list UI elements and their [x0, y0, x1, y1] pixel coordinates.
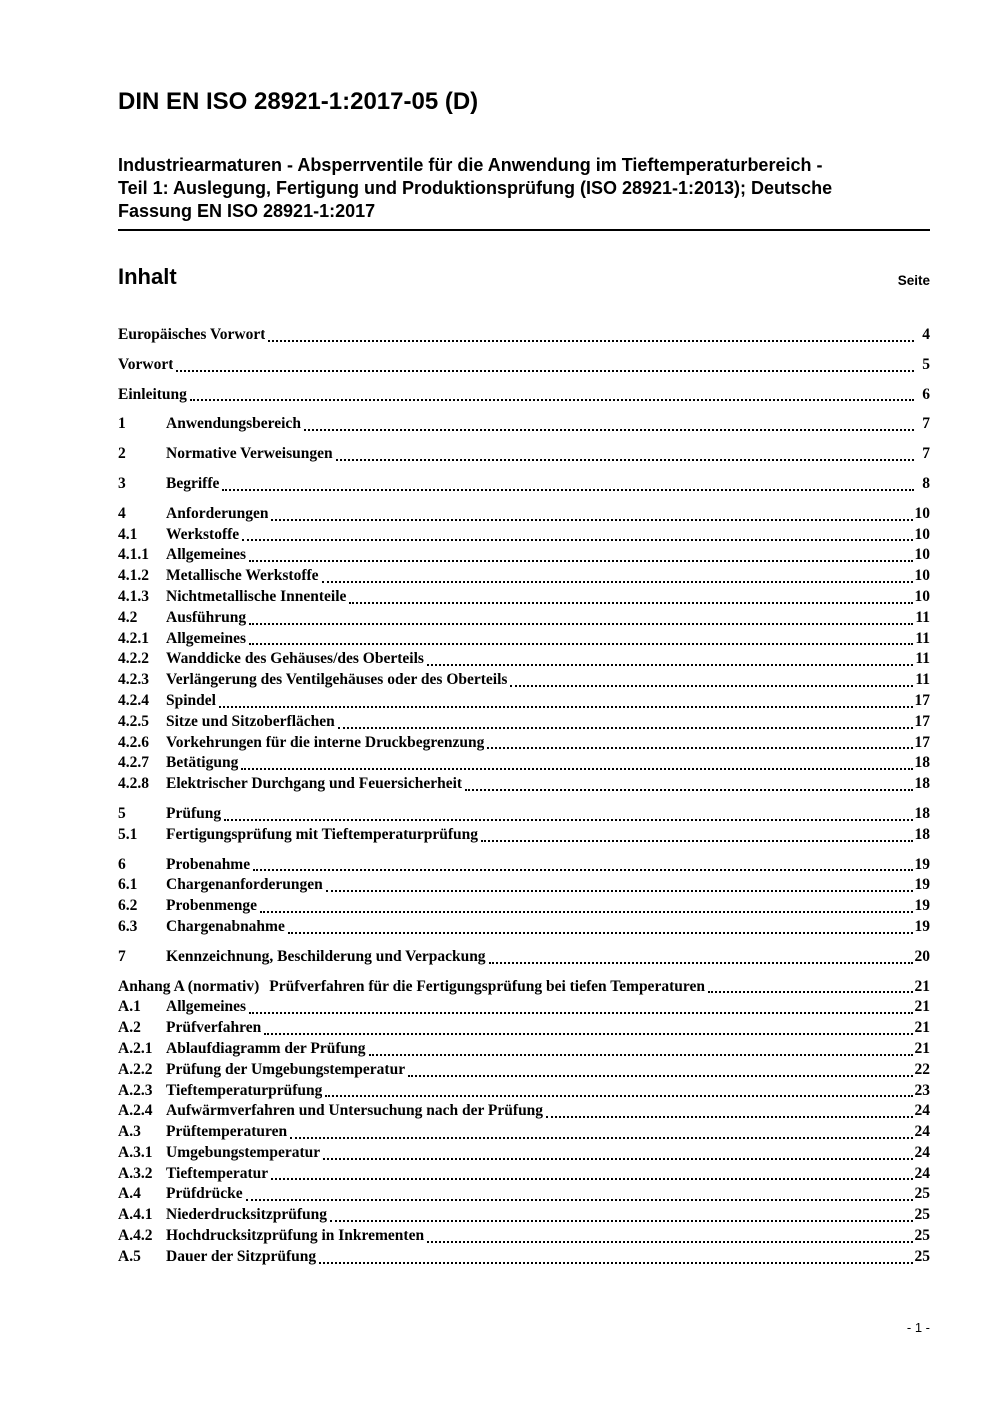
toc-entry-number: A.4 [118, 1185, 141, 1203]
toc-dot-leader [260, 911, 913, 913]
toc-entry-page: 6 [922, 385, 930, 403]
toc-entry-page: 25 [914, 1247, 930, 1265]
toc-entry-title: Ausführung [166, 608, 247, 626]
toc-entry-title: Fertigungsprüfung mit Tieftemperaturprüfung [166, 825, 479, 843]
toc-dot-leader [222, 489, 914, 491]
toc-group [118, 855, 930, 938]
toc-entry-title: Hochdrucksitzprüfung in Inkrementen [166, 1227, 425, 1245]
toc-entry-title: Vorwort [118, 355, 174, 373]
toc-group [118, 385, 930, 406]
toc-heading: Inhalt [118, 264, 177, 289]
toc-entry-title: Allgemeines [166, 546, 247, 564]
toc-entry [118, 649, 930, 670]
toc-entry [118, 1226, 930, 1247]
toc-entry-number: 4.1.1 [118, 546, 149, 564]
toc-entry-number: 4.1 [118, 525, 138, 543]
toc-entry-page: 18 [914, 775, 930, 793]
toc-entry-page: 7 [922, 445, 930, 463]
toc-entry-title: Betätigung [166, 754, 239, 772]
toc-entry-page: 25 [914, 1206, 930, 1224]
toc-dot-leader [427, 1241, 912, 1243]
toc-dot-leader [224, 819, 912, 821]
toc-entry-title: Niederdrucksitzprüfung [166, 1206, 328, 1224]
toc-entry [118, 629, 930, 650]
toc-entry-number: 4.2.2 [118, 650, 149, 668]
toc-entry-page: 18 [914, 754, 930, 772]
toc-entry-page: 24 [914, 1123, 930, 1141]
toc-entry-title: Chargenanforderungen [166, 876, 323, 894]
toc-entry-number: A.2.3 [118, 1081, 153, 1099]
toc-dot-leader [304, 429, 914, 431]
toc-dot-leader [546, 1116, 912, 1118]
toc-entry-number: 4.2.3 [118, 671, 149, 689]
toc-dot-leader [249, 623, 913, 625]
toc-entry [118, 947, 930, 968]
toc-entry [118, 855, 930, 876]
toc-dot-leader [271, 519, 912, 521]
toc-dot-leader [325, 1095, 912, 1097]
toc-entry-page: 19 [914, 917, 930, 935]
toc-entry-page: 8 [922, 474, 930, 492]
toc-entry-title: Chargenabnahme [166, 917, 285, 935]
toc-header [118, 264, 930, 290]
toc-entry [118, 414, 930, 435]
toc-entry [118, 917, 930, 938]
toc-entry-title: Probenahme [166, 855, 251, 873]
toc-entry [118, 1205, 930, 1226]
toc-entry-title: Sitze und Sitzoberflächen [166, 712, 335, 730]
toc-entry-page: 18 [914, 825, 930, 843]
toc-dot-leader [330, 1220, 912, 1222]
toc-entry-number: A.2.1 [118, 1039, 153, 1057]
table-of-contents [118, 325, 930, 1268]
toc-entry-title: Einleitung [118, 385, 187, 403]
toc-entry-number: 4.2.7 [118, 754, 149, 772]
toc-entry-title: Tieftemperatur [166, 1164, 269, 1182]
toc-entry-number: A.2 [118, 1019, 141, 1037]
toc-entry-number: A.1 [118, 998, 141, 1016]
toc-entry-title: Dauer der Sitzprüfung [166, 1247, 317, 1265]
toc-entry-number: 4 [118, 504, 126, 522]
toc-entry [118, 1060, 930, 1081]
toc-entry-title: Prüfung [166, 804, 222, 822]
toc-entry-page: 10 [914, 504, 930, 522]
toc-entry [118, 504, 930, 525]
toc-entry [118, 774, 930, 795]
toc-entry-title: Nichtmetallische Innenteile [166, 587, 347, 605]
toc-entry [118, 1143, 930, 1164]
footer-page-number: - 1 - [906, 1320, 930, 1335]
toc-entry-title: Normative Verweisungen [166, 445, 333, 463]
toc-entry-number: 4.2.4 [118, 691, 149, 709]
toc-entry-page: 21 [914, 1019, 930, 1037]
toc-entry-page: 21 [914, 998, 930, 1016]
toc-entry-title: Ablaufdiagramm der Prüfung [166, 1039, 366, 1057]
toc-entry [118, 1247, 930, 1268]
toc-entry-page: 11 [915, 608, 930, 626]
toc-entry-title: Europäisches Vorwort [118, 326, 266, 343]
toc-dot-leader [271, 1178, 912, 1180]
toc-entry-title: Kennzeichnung, Beschilderung und Verpackung [166, 947, 486, 965]
toc-entry [118, 691, 930, 712]
toc-dot-leader [241, 768, 912, 770]
toc-entry-title: Prüfverfahren für die Fertigungsprüfung bei tiefen Temperaturen [269, 977, 705, 995]
toc-group [118, 504, 930, 795]
toc-entry-number: 6 [118, 855, 126, 873]
header-divider [118, 229, 930, 231]
toc-entry [118, 1018, 930, 1039]
toc-entry-number: A.2.4 [118, 1102, 153, 1120]
toc-entry [118, 896, 930, 917]
toc-dot-leader [369, 1054, 913, 1056]
toc-entry [118, 825, 930, 846]
toc-entry [118, 997, 930, 1018]
toc-entry-title: Aufwärmverfahren und Untersuchung nach der Prüfung [166, 1102, 544, 1120]
toc-entry [118, 587, 930, 608]
toc-entry-title: Prüfung der Umgebungstemperatur [166, 1060, 406, 1078]
toc-group [118, 444, 930, 465]
toc-entry-page: 17 [914, 733, 930, 751]
toc-entry-title: Elektrischer Durchgang und Feuersicherheit [166, 775, 463, 793]
toc-dot-leader [338, 727, 913, 729]
toc-entry-page: 11 [915, 671, 930, 689]
toc-dot-leader [326, 890, 913, 892]
toc-group [118, 414, 930, 435]
toc-entry [118, 875, 930, 896]
toc-dot-leader [290, 1137, 912, 1139]
toc-entry-page: 11 [915, 650, 930, 668]
toc-entry-page: 25 [914, 1185, 930, 1203]
toc-dot-leader [408, 1075, 912, 1077]
toc-entry [118, 1039, 930, 1060]
toc-entry [118, 1101, 930, 1122]
toc-entry-page: 23 [914, 1081, 930, 1099]
page-column-label: Seite [897, 273, 930, 288]
toc-entry-number: 2 [118, 445, 126, 463]
toc-entry-number: 4.1.3 [118, 587, 149, 605]
toc-entry [118, 608, 930, 629]
toc-entry-title: Prüfverfahren [166, 1019, 262, 1037]
toc-entry-number: 4.2.8 [118, 775, 149, 793]
toc-entry-title: Begriffe [166, 474, 220, 492]
toc-entry-title: Verlängerung des Ventilgehäuses oder des Oberteils [166, 671, 508, 689]
toc-entry [118, 712, 930, 733]
toc-group [118, 474, 930, 495]
toc-group [118, 325, 930, 346]
toc-entry [118, 670, 930, 691]
toc-dot-leader [249, 1012, 912, 1014]
toc-entry-number: 6.1 [118, 876, 138, 894]
toc-entry-number: 6.3 [118, 917, 138, 935]
toc-entry-title: Spindel [166, 691, 216, 709]
toc-entry [118, 1081, 930, 1102]
doc-number: DIN EN ISO 28921-1:2017-05 (D) [118, 88, 479, 115]
toc-dot-leader [264, 1033, 912, 1035]
toc-entry-number: 6.2 [118, 897, 138, 915]
toc-entry-page: 17 [914, 691, 930, 709]
toc-entry-title: Allgemeines [166, 629, 247, 647]
toc-group [118, 804, 930, 846]
toc-entry-title: Wanddicke des Gehäuses/des Oberteils [166, 650, 424, 668]
toc-entry-page: 19 [914, 897, 930, 915]
toc-dot-leader [249, 560, 912, 562]
toc-dot-leader [219, 706, 913, 708]
toc-entry [118, 444, 930, 465]
toc-entry [118, 1164, 930, 1185]
toc-entry-number: 5.1 [118, 825, 138, 843]
toc-dot-leader [176, 370, 914, 372]
toc-entry-page: 7 [922, 415, 930, 433]
toc-dot-leader [249, 643, 913, 645]
toc-entry [118, 804, 930, 825]
toc-entry-page: 10 [914, 587, 930, 605]
toc-entry [118, 385, 930, 406]
doc-title-line: Fassung EN ISO 28921-1:2017 [118, 201, 376, 221]
toc-entry-number: 3 [118, 474, 126, 492]
toc-entry-number: A.2.2 [118, 1060, 153, 1078]
toc-entry-page: 4 [922, 326, 930, 343]
toc-entry-number: 4.2.6 [118, 733, 149, 751]
toc-entry-number: A.3.2 [118, 1164, 153, 1182]
toc-dot-leader [268, 340, 914, 342]
toc-entry-title: Tieftemperaturprüfung [166, 1081, 323, 1099]
toc-entry-page: 10 [914, 546, 930, 564]
doc-title-line: Teil 1: Auslegung, Fertigung und Produktionsprüfung (ISO 28921-1:2013); Deutsche [118, 178, 833, 198]
toc-dot-leader [427, 664, 913, 666]
toc-entry-number: A.4.2 [118, 1227, 153, 1245]
toc-dot-leader [708, 991, 913, 993]
toc-entry [118, 1184, 930, 1205]
toc-entry [118, 1122, 930, 1143]
toc-dot-leader [349, 602, 912, 604]
toc-entry-number: 4.2.5 [118, 712, 149, 730]
toc-entry [118, 566, 930, 587]
toc-group [118, 947, 930, 968]
toc-entry-page: 18 [914, 804, 930, 822]
toc-entry-page: 24 [914, 1164, 930, 1182]
toc-dot-leader [253, 869, 912, 871]
toc-entry-number: 5 [118, 804, 126, 822]
toc-entry [118, 474, 930, 495]
toc-entry-page: 25 [914, 1227, 930, 1245]
toc-entry-number: A.4.1 [118, 1206, 153, 1224]
toc-entry-number: A.3 [118, 1123, 141, 1141]
toc-entry-page: 21 [914, 1039, 930, 1057]
toc-entry-page: 21 [914, 977, 930, 995]
toc-entry-page: 24 [914, 1143, 930, 1161]
toc-entry-number: 4.1.2 [118, 567, 149, 585]
toc-entry-page: 22 [914, 1060, 930, 1078]
doc-title-line: Industriearmaturen - Absperrventile für die Anwendung im Tieftemperaturbereich - [118, 155, 823, 175]
toc-entry [118, 545, 930, 566]
doc-title [118, 154, 930, 223]
toc-entry-title: Anwendungsbereich [166, 415, 301, 433]
toc-entry-number: 4.2 [118, 608, 138, 626]
toc-entry [118, 525, 930, 546]
toc-dot-leader [319, 1262, 912, 1264]
toc-dot-leader [246, 1199, 913, 1201]
toc-dot-leader [336, 459, 914, 461]
toc-entry-page: 10 [914, 567, 930, 585]
toc-entry-page: 5 [922, 355, 930, 373]
toc-dot-leader [510, 685, 913, 687]
toc-dot-leader [322, 581, 913, 583]
toc-entry-number: A.3.1 [118, 1143, 153, 1161]
toc-dot-leader [481, 840, 912, 842]
toc-entry-title: Prüfdrücke [166, 1185, 243, 1203]
toc-entry-title: Werkstoffe [166, 525, 240, 543]
toc-entry-number: 4.2.1 [118, 629, 149, 647]
toc-group [118, 977, 930, 1268]
toc-dot-leader [190, 399, 914, 401]
toc-entry [118, 733, 930, 754]
toc-annex-label: Anhang A (normativ) [118, 977, 260, 995]
toc-entry-title: Anforderungen [166, 504, 269, 522]
toc-entry-page: 10 [914, 525, 930, 543]
toc-entry-page: 24 [914, 1102, 930, 1120]
toc-dot-leader [489, 962, 913, 964]
toc-dot-leader [242, 539, 912, 541]
toc-entry-title: Metallische Werkstoffe [166, 567, 319, 585]
toc-entry-title: Umgebungstemperatur [166, 1143, 321, 1161]
toc-dot-leader [487, 747, 912, 749]
toc-entry-page: 20 [914, 947, 930, 965]
toc-dot-leader [288, 932, 913, 934]
toc-entry [118, 355, 930, 376]
toc-entry-title: Allgemeines [166, 998, 247, 1016]
toc-entry-number: A.5 [118, 1247, 141, 1265]
toc-entry-title: Prüftemperaturen [166, 1123, 288, 1141]
toc-group [118, 355, 930, 376]
toc-entry-page: 17 [914, 712, 930, 730]
toc-entry-title: Probenmenge [166, 897, 257, 915]
toc-entry [118, 753, 930, 774]
toc-entry-page: 11 [915, 629, 930, 647]
toc-entry-number: 7 [118, 947, 126, 965]
toc-entry-page: 19 [914, 876, 930, 894]
toc-entry [118, 977, 930, 998]
toc-dot-leader [465, 789, 912, 791]
toc-entry-number: 1 [118, 415, 126, 433]
toc-entry-page: 19 [914, 855, 930, 873]
toc-entry [118, 325, 930, 346]
toc-entry-title: Vorkehrungen für die interne Druckbegrenzung [166, 733, 485, 751]
toc-dot-leader [323, 1158, 912, 1160]
